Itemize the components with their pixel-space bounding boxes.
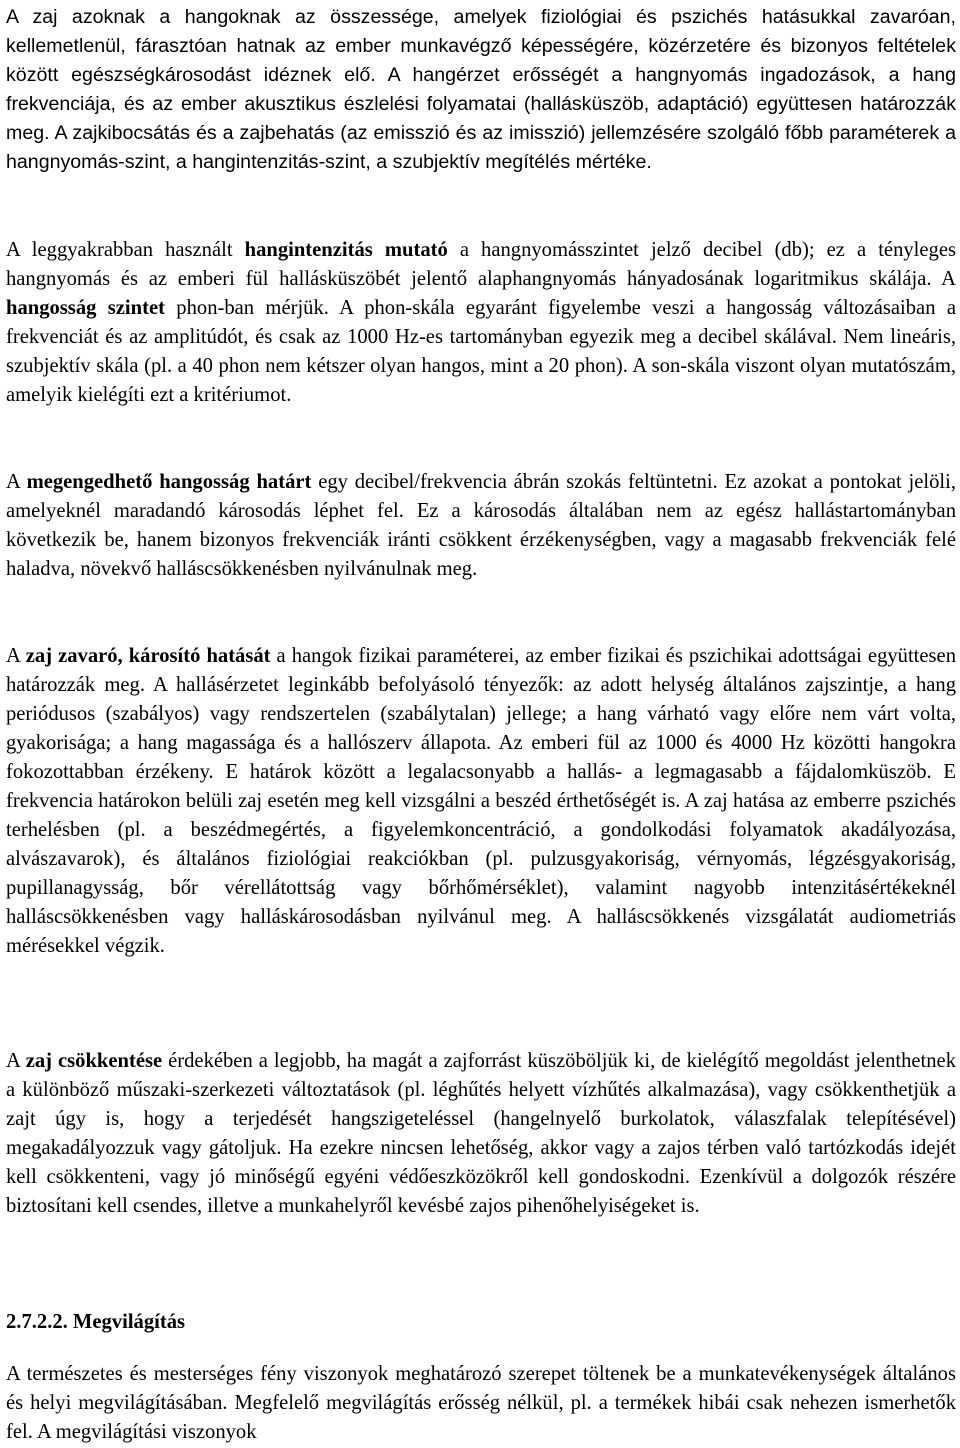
bold-term: hangintenzitás mutató — [244, 239, 448, 261]
document-page — [6, 0, 956, 1448]
intro-paragraph: A zaj azoknak a hangoknak az összessége, amelyek fiziológiai és pszichés hatásukkal zavaróan, kellemetlenül, fárasztóan hatnak az ember munkavégző képességére, közérzetére és bizonyos feltételek között egészségkárosodást idéznek elő. A hangérzet erősségét a hangnyomás ingadozások, a hang frekvenciája, és az ember akusztikus észlelési folyamatai (hallásküszöb, adaptáció) együttesen határozzák meg. A zajkibocsátás és a zajbehatás (az emisszió és az imisszió) jellemzésére szolgáló főbb paraméterek a hangnyomás-szint, a hangintenzitás-szint, a szubjektív megítélés mértéke. — [6, 6, 956, 173]
section-heading: 2.7.2.2. Megvilágítás — [6, 1311, 186, 1333]
limit-paragraph — [6, 468, 956, 584]
text-run: phon-ban mérjük. A phon-skála egyaránt figyelembe veszi a hangosság változásaiban a frekvenciát és az amplitúdót, és csak az 1000 Hz-es tartományban egyezik meg a decibel skálával. Nem lineáris, szubjektív skála (pl. a 40 phon nem kétszer olyan hangos, mint a 20 phon). A son-skála viszont olyan mutatószám, amelyik kielégíti ezt a kritériumot. — [6, 297, 956, 406]
lighting-paragraph: A természetes és mesterséges fény viszonyok meghatározó szerepet töltenek be a munkatevékenységek általános és helyi megvilágításában. Megfelelő megvilágítás erősség nélkül, pl. a termékek hibái csak nehezen ismerhetők fel. A megvilágítási viszonyok — [6, 1363, 956, 1443]
text-run: A — [6, 471, 27, 493]
text-run: A — [6, 645, 26, 667]
reduction-paragraph — [6, 1047, 956, 1221]
text-run: egy decibel/frekvencia ábrán szokás feltüntetni. Ez azokat a pontokat jelöli, amelyeknél maradandó károsodás léphet fel. Ez a károsodás általában nem az egész hallástartományban következik be, hanem bizonyos frekvenciák iránti csökkent érzékenységben, vagy a magasabb frekvenciák felé haladva, növekvő halláscsökkenésben nyilvánulnak meg. — [6, 471, 956, 580]
text-run: A — [6, 1050, 26, 1072]
text-run: érdekében a legjobb, ha magát a zajforrást küszöböljük ki, de kielégítő megoldást jelenthetnek a különböző műszaki-szerkezeti változtatások (pl. léghűtés helyett vízhűtés alkalmazása), vagy csökkenthetjük a zajt úgy is, hogy a terjedését hangszigeteléssel (hangelnyelő burkolatok, válaszfalak telepítésével) megakadályozzuk vagy gátoljuk. Ha ezekre nincsen lehetőség, akkor vagy a zajos térben való tartózkodás idejét kell csökkenteni, vagy jó minőségű egyéni védőeszközökről kell gondoskodni. Ezenkívül a dolgozók részére biztosítani kell csendes, illetve a munkahelyről kevésbé zajos pihenőhelyiségeket is. — [6, 1050, 956, 1217]
text-run: A leggyakrabban használt — [6, 239, 245, 261]
bold-term: zaj csökkentése — [25, 1050, 163, 1072]
text-run: a hangnyomásszintet jelző decibel (db); ez a tényleges hangnyomás és az emberi fül hallásküszöbét jelentő alaphangnyomás hányadosának logaritmikus skálája. A — [6, 239, 956, 290]
bold-term: megengedhető hangosság határt — [26, 471, 312, 493]
text-run: a hangok fizikai paraméterei, az ember fizikai és pszichikai adottságai együttesen határozzák meg. A hallásérzetet leginkább befolyásoló tényezők: az adott helység általános zajszintje, a hang periódusos (szabályos) vagy rendszertelen (szabálytalan) jellege; a hang várható vagy előre nem várt volta, gyakorisága; a hang magassága és a hallószerv állapota. Az emberi fül az 1000 és 4000 Hz közötti hangokra fokozottabban érzékeny. E határok között a legalacsonyabb a hallás- a legmagasabb a fájdalomküszöb. E frekvencia határokon belüli zaj esetén meg kell vizsgálni a beszéd érthetőségét is. A zaj hatása az emberre pszichés terhelésben (pl. a beszédmegértés, a figyelemkoncentráció, a gondolkodási folyamatok akadályozása, alvászavarok), és általános fiziológiai reakciókban (pl. pulzusgyakoriság, vérnyomás, légzésgyakoriság, pupillanagysság, bőr vérellátottság vagy bőrhőmérséklet), valamint nagyobb intenzitásértékeknél halláscsökkenésben vagy halláskárosodásban nyilvánul meg. A halláscsökkenés vizsgálatát audiometriás mérésekkel végzik. — [6, 645, 956, 957]
effects-paragraph — [6, 642, 956, 961]
intensity-paragraph — [6, 236, 956, 410]
bold-term: zaj zavaró, károsító hatását — [25, 645, 271, 667]
bold-term: hangosság szintet — [6, 297, 165, 319]
